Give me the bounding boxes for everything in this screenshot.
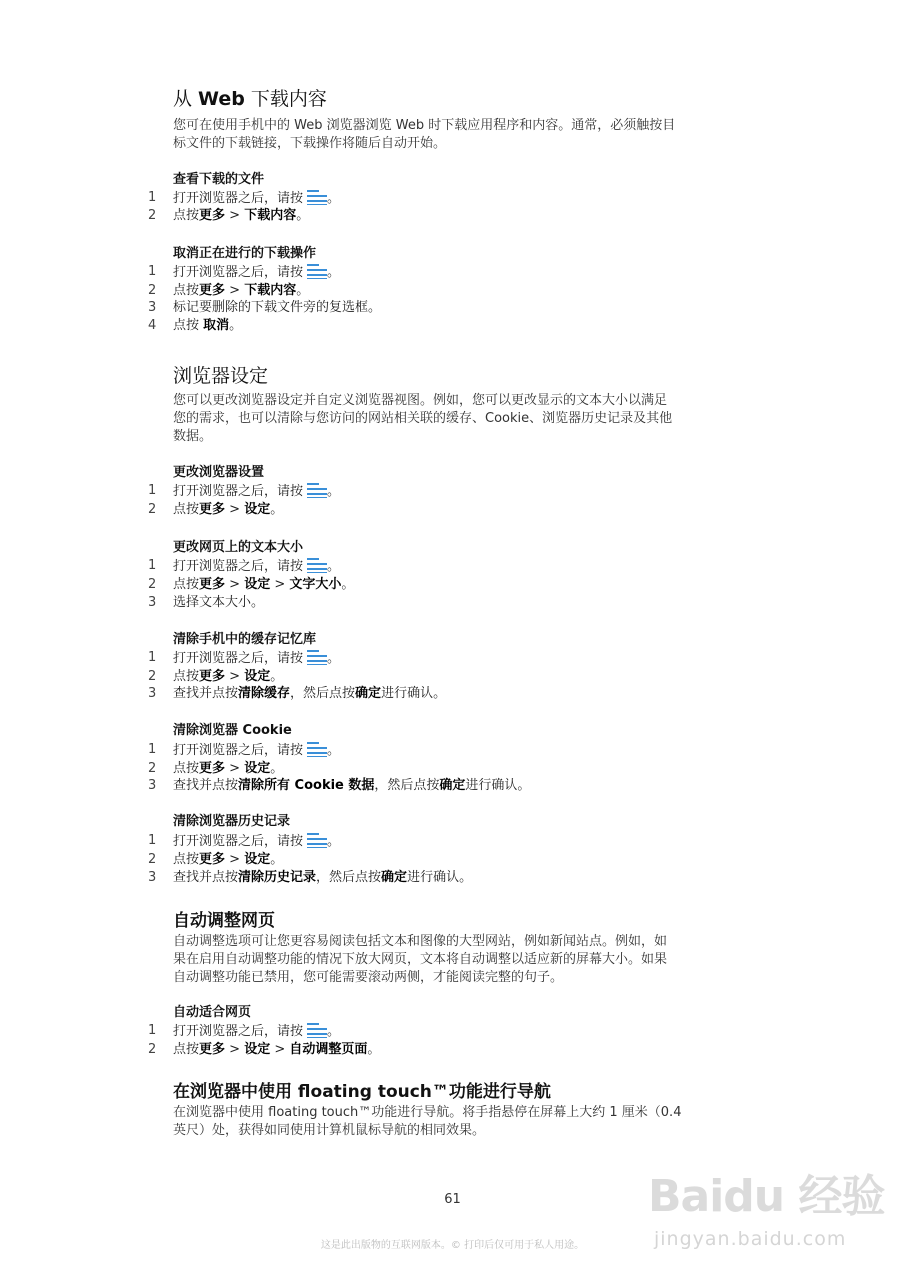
step-text: ，然后点按 — [290, 686, 356, 701]
step-number: 2 — [148, 852, 157, 867]
step-text: ，然后点按 — [374, 778, 440, 793]
step-text: 点按 — [173, 669, 200, 684]
step-text: 。 — [296, 208, 310, 223]
menu-icon — [307, 832, 327, 848]
page-number: 61 — [444, 1192, 461, 1207]
subheading-cancel-download: 取消正在进行的下载操作 — [173, 246, 317, 261]
baidu-watermark — [640, 1140, 890, 1280]
menu-icon — [307, 649, 327, 665]
ui-term: 下载内容 — [244, 283, 297, 298]
step-number: 2 — [148, 577, 157, 592]
step-number: 2 — [148, 208, 157, 223]
footer-notice: 这是此出版物的互联网版本。© 打印后仅可用于私人用途。 — [320, 1240, 585, 1251]
step-number: 3 — [148, 870, 157, 885]
subheading-clear-cache: 清除手机中的缓存记忆库 — [173, 632, 317, 647]
step-number: 1 — [148, 190, 157, 205]
step — [0, 869, 905, 887]
step-text: 查找并点按 — [173, 686, 239, 701]
step-text: 。 — [229, 318, 243, 333]
para-line: 标文件的下载链接，下载操作将随后自动开始。 — [173, 136, 447, 151]
step-text: 进行确认。 — [381, 686, 447, 701]
step-text: > — [225, 208, 245, 223]
step-text: 进行确认。 — [465, 778, 531, 793]
step-number: 3 — [148, 595, 157, 610]
subheading-clear-history: 清除浏览器历史记录 — [173, 814, 291, 829]
para-line: 英尺）处，获得如同使用计算机鼠标导航的相同效果。 — [173, 1123, 486, 1138]
ui-term: 设定 — [244, 669, 271, 684]
step-text: 标记要删除的下载文件旁的复选框。 — [173, 300, 382, 315]
step-text: > — [225, 502, 245, 517]
step-text: 。 — [327, 743, 341, 758]
step-text: 点按 — [173, 852, 200, 867]
para-line: 自动调整选项可让您更容易阅读包括文本和图像的大型网站，例如新闻站点。例如，如 — [173, 934, 668, 949]
section-title-download — [173, 84, 327, 111]
step-text: 。 — [296, 283, 310, 298]
para-line: 自动调整功能已禁用，您可能需要滚动两侧，才能阅读完整的句子。 — [173, 970, 564, 985]
step — [0, 685, 905, 703]
step — [0, 557, 905, 575]
download-intro — [173, 117, 763, 153]
ui-term: 下载内容 — [244, 208, 297, 223]
step-text: 点按 — [173, 208, 200, 223]
step-text: 。 — [270, 761, 284, 776]
step-text: > — [270, 577, 290, 592]
para-line: 数据。 — [173, 429, 213, 444]
step-text: > — [270, 1042, 290, 1057]
step-text: 。 — [270, 502, 284, 517]
para-line: 您的需求，也可以清除与您访问的网站相关联的缓存、Cookie、浏览器历史记录及其他 — [173, 411, 673, 426]
step-text: 点按 — [173, 502, 200, 517]
step-text: 。 — [327, 559, 341, 574]
step — [0, 760, 905, 778]
step-number: 3 — [148, 778, 157, 793]
para-line: 果在启用自动调整功能的情况下放大网页，文本将自动调整以适应新的屏幕大小。如果 — [173, 952, 668, 967]
step-text: 查找并点按 — [173, 778, 239, 793]
step-text: > — [225, 283, 245, 298]
watermark-site: jingyan.baidu.com — [654, 1228, 847, 1250]
ui-term: 设定 — [244, 761, 271, 776]
ui-term: 更多 — [199, 577, 226, 592]
ui-term: 更多 — [199, 208, 226, 223]
step-number: 1 — [148, 742, 157, 757]
settings-intro — [173, 392, 763, 446]
ui-term: 清除所有 Cookie 数据 — [238, 778, 375, 793]
para-line: 您可以更改浏览器设定并自定义浏览器视图。例如，您可以更改显示的文本大小以满足 — [173, 393, 668, 408]
step-number: 1 — [148, 833, 157, 848]
step — [0, 1022, 905, 1040]
step-text: 。 — [327, 1024, 341, 1039]
para-line: 在浏览器中使用 floating touch™功能进行导航。将手指悬停在屏幕上大约 1 厘米（0.4 — [173, 1105, 682, 1120]
menu-icon — [307, 1022, 327, 1038]
step-number: 2 — [148, 669, 157, 684]
step-number: 1 — [148, 264, 157, 279]
step-text: 。 — [341, 577, 355, 592]
step-number: 2 — [148, 283, 157, 298]
step-number: 2 — [148, 761, 157, 776]
watermark-logo: Baidu 经验 — [648, 1171, 885, 1222]
step-number: 1 — [148, 650, 157, 665]
subheading-view-downloads: 查看下载的文件 — [173, 172, 265, 187]
step-number: 1 — [148, 483, 157, 498]
step-text: 打开浏览器之后，请按 — [173, 265, 304, 280]
ui-term: 确定 — [439, 778, 466, 793]
subheading-auto-fit-page: 自动适合网页 — [173, 1005, 252, 1020]
ui-term: 确定 — [381, 870, 408, 885]
subheading-change-settings: 更改浏览器设置 — [173, 465, 265, 480]
ui-term: 更多 — [199, 761, 226, 776]
menu-icon — [307, 557, 327, 573]
floating-touch-intro — [173, 1104, 763, 1140]
step — [0, 741, 905, 759]
step-text: > — [225, 577, 245, 592]
section-title-auto-fit: 自动调整网页 — [173, 911, 275, 931]
title-part-bold: Web — [198, 88, 245, 110]
step-text: ，然后点按 — [316, 870, 382, 885]
step — [0, 576, 905, 594]
step-text: > — [225, 761, 245, 776]
step-text: > — [225, 1042, 245, 1057]
ui-term: 设定 — [244, 852, 271, 867]
step-text: 打开浏览器之后，请按 — [173, 191, 304, 206]
step-text: 点按 — [173, 283, 200, 298]
step — [0, 263, 905, 281]
step-text: 。 — [327, 834, 341, 849]
step-number: 1 — [148, 558, 157, 573]
ui-term: 更多 — [199, 852, 226, 867]
step-text: 点按 — [173, 1042, 200, 1057]
auto-fit-intro — [173, 933, 763, 987]
ui-term: 取消 — [203, 318, 230, 333]
step-text: 打开浏览器之后，请按 — [173, 834, 304, 849]
step-text: 选择文本大小。 — [173, 595, 265, 610]
step-text: 。 — [270, 669, 284, 684]
ui-term: 设定 — [244, 1042, 271, 1057]
section-title-browser-settings: 浏览器设定 — [173, 365, 269, 387]
menu-icon — [307, 741, 327, 757]
step-text: 点按 — [173, 577, 200, 592]
step — [0, 299, 905, 317]
ui-term: 设定 — [244, 577, 271, 592]
title-part: 下载内容 — [244, 88, 327, 110]
subheading-text-size: 更改网页上的文本大小 — [173, 540, 304, 555]
step — [0, 594, 905, 612]
step-number: 3 — [148, 686, 157, 701]
step-text: > — [225, 852, 245, 867]
ui-term: 文字大小 — [289, 577, 342, 592]
step — [0, 282, 905, 300]
step-text: > — [225, 669, 245, 684]
step-text: 查找并点按 — [173, 870, 239, 885]
ui-term: 清除缓存 — [238, 686, 291, 701]
step-text: 打开浏览器之后，请按 — [173, 559, 304, 574]
menu-icon — [307, 482, 327, 498]
step — [0, 189, 905, 207]
step-text: 。 — [367, 1042, 381, 1057]
step-text: 点按 — [173, 761, 200, 776]
step-text: 。 — [327, 484, 341, 499]
ui-term: 更多 — [199, 502, 226, 517]
step — [0, 482, 905, 500]
step-text: 。 — [327, 191, 341, 206]
step — [0, 1041, 905, 1059]
ui-term: 设定 — [244, 502, 271, 517]
subheading-clear-cookie: 清除浏览器 Cookie — [173, 723, 292, 738]
ui-term: 更多 — [199, 283, 226, 298]
step — [0, 832, 905, 850]
step-number: 1 — [148, 1023, 157, 1038]
para-line: 您可在使用手机中的 Web 浏览器浏览 Web 时下载应用程序和内容。通常，必须触按目 — [173, 118, 676, 133]
step-number: 2 — [148, 1042, 157, 1057]
step — [0, 851, 905, 869]
step — [0, 501, 905, 519]
ui-term: 更多 — [199, 1042, 226, 1057]
menu-icon — [307, 189, 327, 205]
step-text: 进行确认。 — [407, 870, 473, 885]
step-text: 。 — [270, 852, 284, 867]
step — [0, 649, 905, 667]
step-text: 。 — [327, 265, 341, 280]
ui-term: 更多 — [199, 669, 226, 684]
section-title-floating-touch: 在浏览器中使用 floating touch™功能进行导航 — [173, 1082, 551, 1102]
step-number: 2 — [148, 502, 157, 517]
ui-term: 确定 — [355, 686, 382, 701]
step-text: 点按 — [173, 318, 204, 333]
menu-icon — [307, 263, 327, 279]
step-text: 打开浏览器之后，请按 — [173, 484, 304, 499]
ui-term: 自动调整页面 — [289, 1042, 368, 1057]
step — [0, 777, 905, 795]
step-text: 打开浏览器之后，请按 — [173, 651, 304, 666]
step-number: 3 — [148, 300, 157, 315]
step-text: 。 — [327, 651, 341, 666]
step — [0, 668, 905, 686]
step-number: 4 — [148, 318, 157, 333]
step — [0, 207, 905, 225]
step — [0, 317, 905, 335]
step-text: 打开浏览器之后，请按 — [173, 743, 304, 758]
title-part: 从 — [173, 88, 199, 110]
ui-term: 清除历史记录 — [238, 870, 317, 885]
step-text: 打开浏览器之后，请按 — [173, 1024, 304, 1039]
